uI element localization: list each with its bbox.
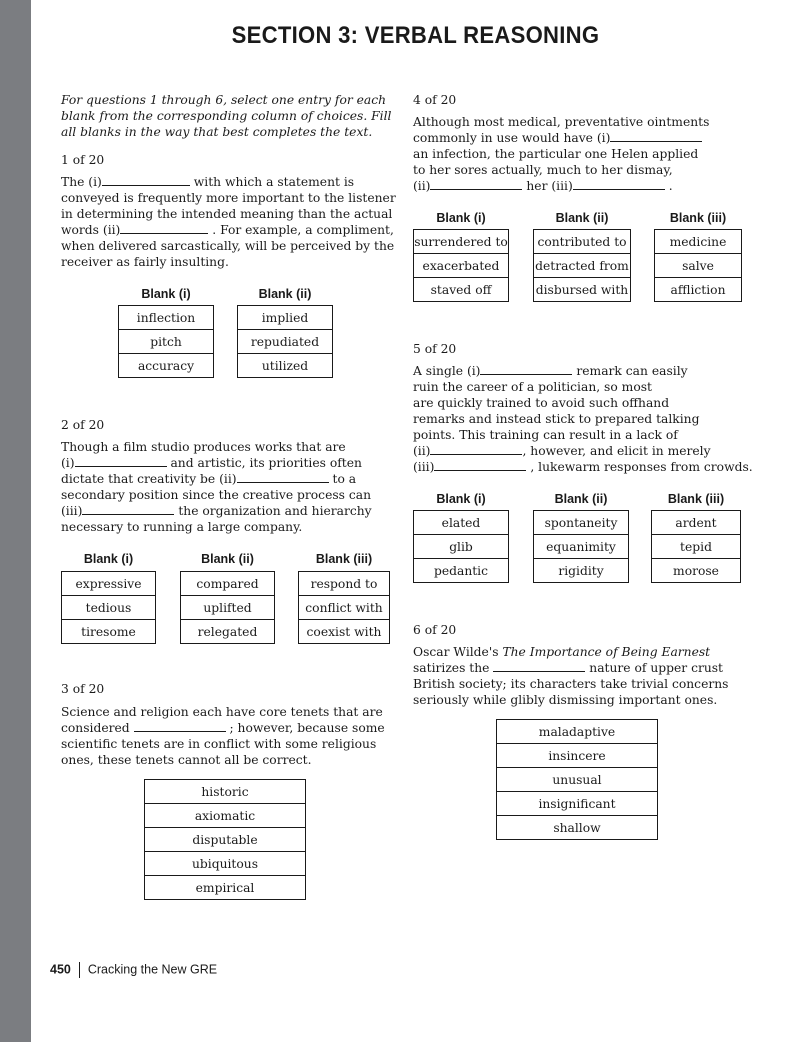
choice-option[interactable]: ubiquitous — [145, 852, 306, 876]
choice-option[interactable]: unusual — [497, 768, 658, 792]
choice-option[interactable]: insignificant — [497, 792, 658, 816]
q1-number: 1 of 20 — [61, 153, 105, 167]
blank-line — [573, 178, 665, 190]
choice-option[interactable]: pitch — [119, 330, 214, 354]
choice-option[interactable]: tedious — [62, 596, 156, 620]
q6-line-4: seriously while glibly dismissing important ones. — [413, 693, 718, 707]
choice-option[interactable]: medicine — [655, 230, 742, 254]
q5-blank-iii-choices — [651, 510, 741, 583]
q5-blank-i-choices — [413, 510, 509, 583]
choice-option[interactable]: utilized — [238, 354, 333, 378]
q6-line-3: British society; its characters take trivial concerns — [413, 677, 729, 691]
q4-line-4: to her sores actually, much to her dismay, — [413, 163, 673, 177]
q3-number: 3 of 20 — [61, 682, 105, 696]
blank-line — [120, 222, 208, 234]
instructions-line-1: For questions 1 through 6, select one entry for each — [61, 93, 387, 107]
q1-line-4: words (ii) . For example, a compliment, — [61, 223, 394, 237]
footer-divider — [79, 962, 80, 978]
q1-line-3: in determining the intended meaning than the actual — [61, 207, 393, 221]
q4-blank-i-choices — [413, 229, 509, 302]
blank-line — [434, 459, 526, 471]
q2-line-5: (iii) the organization and hierarchy — [61, 504, 372, 518]
q5-header-blank-iii: Blank (iii) — [667, 492, 725, 506]
q3-line-4: ones, these tenets cannot all be correct. — [61, 753, 312, 767]
choice-option[interactable]: uplifted — [181, 596, 275, 620]
blank-line — [480, 363, 572, 375]
q2-header-blank-ii: Blank (ii) — [201, 552, 254, 566]
choice-option[interactable]: compared — [181, 572, 275, 596]
q3-line-2: considered ; however, because some — [61, 721, 385, 735]
q2-line-3: dictate that creativity be (ii) to a — [61, 472, 357, 486]
q1-line-5: when delivered sarcastically, will be perceived by the — [61, 239, 395, 253]
q4-line-3: an infection, the particular one Helen applied — [413, 147, 699, 161]
q5-line-5: points. This training can result in a lack of — [413, 428, 678, 442]
q2-blank-i-choices — [61, 571, 156, 644]
q3-choices — [144, 779, 306, 900]
q4-header-blank-ii: Blank (ii) — [555, 211, 609, 225]
q2-blank-iii-choices — [298, 571, 390, 644]
q5-blank-ii-choices — [533, 510, 629, 583]
choice-option[interactable]: empirical — [145, 876, 306, 900]
choice-option[interactable]: maladaptive — [497, 720, 658, 744]
q4-blank-iii-choices — [654, 229, 742, 302]
choice-option[interactable]: insincere — [497, 744, 658, 768]
choice-option[interactable]: salve — [655, 254, 742, 278]
q2-line-6: necessary to running a large company. — [61, 520, 303, 534]
blank-line — [493, 660, 585, 672]
q1-blank-i-choices — [118, 305, 214, 378]
choice-option[interactable]: exacerbated — [414, 254, 509, 278]
choice-option[interactable]: expressive — [62, 572, 156, 596]
choice-option[interactable]: contributed to — [534, 230, 631, 254]
instructions-line-2: blank from the corresponding column of choices. Fill — [61, 109, 392, 123]
blank-line — [610, 130, 702, 142]
choice-option[interactable]: rigidity — [534, 559, 629, 583]
blank-line — [134, 720, 226, 732]
q4-line-5: (ii) her (iii) . — [413, 179, 673, 193]
q5-line-6: (ii) , however, and elicit in merely — [413, 444, 711, 458]
q2-number: 2 of 20 — [61, 418, 105, 432]
q5-line-7: (iii) , lukewarm responses from crowds. — [413, 460, 753, 474]
q1-line-1: The (i) with which a statement is — [61, 175, 355, 189]
choice-option[interactable]: staved off — [414, 278, 509, 302]
choice-option[interactable]: coexist with — [299, 620, 390, 644]
choice-option[interactable]: detracted from — [534, 254, 631, 278]
page-footer — [50, 962, 217, 978]
choice-option[interactable]: relegated — [181, 620, 275, 644]
q6-line-2: satirizes the nature of upper crust — [413, 661, 724, 675]
choice-option[interactable]: pedantic — [414, 559, 509, 583]
choice-option[interactable]: equanimity — [534, 535, 629, 559]
choice-option[interactable]: implied — [238, 306, 333, 330]
q6-choices — [496, 719, 658, 840]
q5-line-4: remarks and instead stick to prepared talking — [413, 412, 700, 426]
q2-line-2: (i) and artistic, its priorities often — [61, 456, 362, 470]
q5-line-1: A single (i) remark can easily — [413, 364, 688, 378]
q5-line-2: ruin the career of a politician, so most — [413, 380, 652, 394]
q1-line-6: receiver as fairly insulting. — [61, 255, 229, 269]
q4-line-1: Although most medical, preventative ointments — [413, 115, 710, 129]
q1-line-2: conveyed is frequently more important to the listener — [61, 191, 396, 205]
q4-number: 4 of 20 — [413, 93, 457, 107]
instructions-line-3: all blanks in the way that best completes the text. — [61, 125, 373, 139]
blank-line — [237, 471, 329, 483]
choice-option[interactable]: ardent — [652, 511, 741, 535]
choice-option[interactable]: shallow — [497, 816, 658, 840]
choice-option[interactable]: respond to — [299, 572, 390, 596]
q4-header-blank-i: Blank (i) — [436, 211, 486, 225]
q5-header-blank-i: Blank (i) — [436, 492, 486, 506]
q4-line-2: commonly in use would have (i) — [413, 130, 702, 146]
choice-option[interactable]: repudiated — [238, 330, 333, 354]
choice-option[interactable]: accuracy — [119, 354, 214, 378]
q2-header-blank-iii: Blank (iii) — [315, 552, 373, 566]
choice-option[interactable]: tiresome — [62, 620, 156, 644]
blank-line — [102, 174, 190, 186]
page-title: SECTION 3: VERBAL REASONING — [231, 22, 600, 49]
q3-line-1: Science and religion each have core tenets that are — [61, 705, 383, 719]
q1-header-blank-ii: Blank (ii) — [258, 287, 312, 301]
q4-blank-ii-choices — [533, 229, 631, 302]
choice-option[interactable]: conflict with — [299, 596, 390, 620]
q5-number: 5 of 20 — [413, 342, 457, 356]
q4-header-blank-iii: Blank (iii) — [669, 211, 727, 225]
choice-option[interactable]: disbursed with — [534, 278, 631, 302]
q3-line-3: scientific tenets are in conflict with some religious — [61, 737, 377, 751]
choice-option[interactable]: elated — [414, 511, 509, 535]
q6-line-1: Oscar Wilde's The Importance of Being Earnest — [413, 645, 711, 659]
q5-header-blank-ii: Blank (ii) — [554, 492, 608, 506]
side-bar — [0, 0, 31, 1042]
page-number: 450 — [50, 962, 71, 977]
q1-header-blank-i: Blank (i) — [141, 287, 191, 301]
book-title: The Importance of Being Earnest — [502, 645, 711, 659]
q2-blank-ii-choices — [180, 571, 275, 644]
choice-option[interactable]: surrendered to — [414, 230, 509, 254]
blank-line — [82, 503, 174, 515]
choice-option[interactable]: spontaneity — [534, 511, 629, 535]
choice-option[interactable]: historic — [145, 780, 306, 804]
choice-option[interactable]: morose — [652, 559, 741, 583]
q6-number: 6 of 20 — [413, 623, 457, 637]
blank-line — [430, 443, 522, 455]
q2-line-4: secondary position since the creative process can — [61, 488, 372, 502]
q1-blank-ii-choices — [237, 305, 333, 378]
choice-option[interactable]: axiomatic — [145, 804, 306, 828]
choice-option[interactable]: glib — [414, 535, 509, 559]
blank-line — [430, 178, 522, 190]
q2-header-blank-i: Blank (i) — [83, 552, 134, 566]
choice-option[interactable]: affliction — [655, 278, 742, 302]
blank-line — [75, 455, 167, 467]
choice-option[interactable]: inflection — [119, 306, 214, 330]
choice-option[interactable]: disputable — [145, 828, 306, 852]
q2-line-1: Though a film studio produces works that are — [61, 440, 346, 454]
choice-option[interactable]: tepid — [652, 535, 741, 559]
q5-line-3: are quickly trained to avoid such offhand — [413, 396, 670, 410]
book-name: Cracking the New GRE — [87, 962, 218, 977]
